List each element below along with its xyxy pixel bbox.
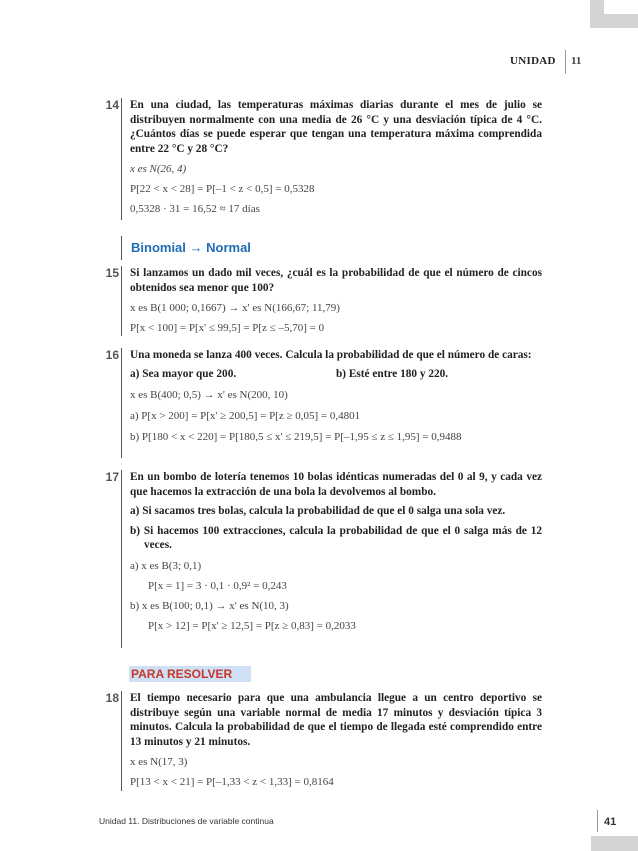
section-heading-para-resolver: PARA RESOLVER [131,667,233,681]
unit-label: UNIDAD [510,55,556,67]
problem-16-part-b: b) Esté entre 180 y 220. [336,367,449,380]
problem-14-question: En una ciudad, las temperaturas máximas diarias durante el mes de julio se distribuyen normalmente con una media de 26 °C y una desviación típica de 4 °C. ¿Cuántos días se puede esperar que tengan una temperatura máxima comprendida entre 22 °C y 28 °C? [130,99,542,155]
problem-rule [121,236,122,260]
problem-rule [121,348,122,458]
footer-divider [597,810,598,832]
section-heading-binomial-normal: Binomial → Normal [131,240,251,255]
header-divider [565,50,566,74]
page-footer-text: Unidad 11. Distribuciones de variable continua [99,816,274,826]
problem-14-answer-line-2: P[22 < x < 28] = P[–1 < z < 0,5] = 0,5328 [130,183,315,195]
unit-number: 11 [571,55,582,67]
problem-number-14: 14 [105,98,119,112]
problem-17 [130,470,542,633]
problem-15-answer-line-1: x es B(1 000; 0,1667) → x' es N(166,67; 11,79) [130,302,340,314]
problem-18-answer-line-2: P[13 < x < 21] = P[–1,33 < z < 1,33] = 0,8164 [130,776,334,788]
problem-17-part-a: a) Si sacamos tres bolas, calcula la probabilidad de que el 0 salga una sola vez. [130,505,506,517]
problem-17-question: En un bombo de lotería tenemos 10 bolas idénticas numeradas del 0 al 9, y cada vez que hacemos la extracción de una bola la devolvemos al bombo. [130,471,542,498]
problem-16-answer-line-3: b) P[180 < x < 220] = P[180,5 ≤ x' ≤ 219,5] = P[–1,95 ≤ z ≤ 1,95] = 0,9488 [130,431,462,443]
problem-18 [130,691,542,789]
problem-15-answer-line-2: P[x < 100] = P[x' ≤ 99,5] = P[z ≤ –5,70] = 0 [130,322,325,334]
problem-16 [130,348,542,444]
problem-number-18: 18 [105,691,119,705]
problem-15 [130,266,542,335]
problem-rule [121,266,122,336]
problem-17-answer-line-3: b) x es B(100; 0,1) → x' es N(10, 3) [130,599,289,612]
problem-number-16: 16 [105,348,119,362]
problem-rule [121,691,122,791]
problem-17-part-b: b) Si hacemos 100 extracciones, calcula la probabilidad de que el 0 salga más de 12 veces. [130,524,542,551]
problem-14-answer-line-3: 0,5328 · 31 = 16,52 ≈ 17 días [130,203,260,215]
problem-16-question: Una moneda se lanza 400 veces. Calcula la probabilidad de que el número de caras: [130,349,532,361]
problem-14 [130,98,542,216]
problem-14-answer-line-1: x es N(26, 4) [130,163,187,175]
problem-16-part-a: a) Sea mayor que 200. [130,367,237,380]
problem-17-answer-line-4: P[x > 12] = P[x' ≥ 12,5] = P[z ≥ 0,83] = 0,2033 [148,619,356,632]
problem-16-answer-line-2: a) P[x > 200] = P[x' ≥ 200,5] = P[z ≥ 0,05] = 0,4801 [130,410,361,422]
problem-16-parts [130,367,542,382]
problem-15-question: Si lanzamos un dado mil veces, ¿cuál es la probabilidad de que el número de cincos obtenidos sea menor que 100? [130,267,542,294]
corner-decoration-bottom [591,836,638,851]
page-number: 41 [604,816,617,828]
problem-17-answer-line-1: a) x es B(3; 0,1) [130,559,202,572]
problem-rule [121,470,122,648]
problem-16-answer-line-1: x es B(400; 0,5) → x' es N(200, 10) [130,389,288,401]
problem-18-question: El tiempo necesario para que una ambulancia llegue a un centro deportivo se distribuye según una variable normal de media 17 minutos y desviación típica 3 minutos. Calcula la probabilidad de que el tiempo de llegada esté comprendido entre 13 minutos y 21 minutos. [130,692,542,748]
problem-number-15: 15 [105,266,119,280]
corner-decoration-top-bar [590,14,638,28]
problem-18-answer-line-1: x es N(17, 3) [130,756,188,768]
problem-rule [121,98,122,220]
problem-number-17: 17 [105,470,119,484]
problem-17-answer-line-2: P[x = 1] = 3 · 0,1 · 0,9² = 0,243 [148,579,287,592]
